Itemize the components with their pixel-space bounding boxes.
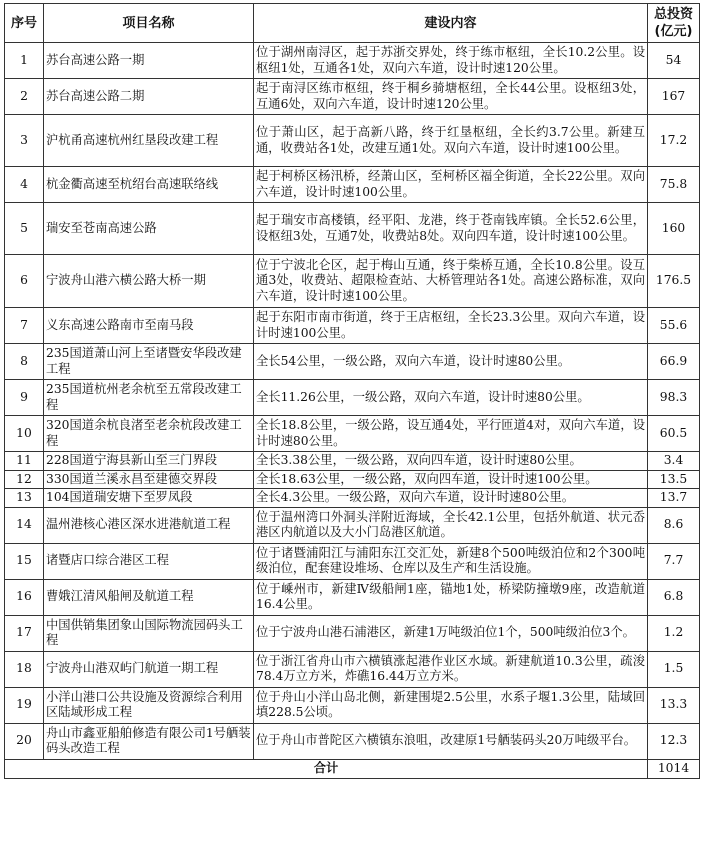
header-name: 项目名称 bbox=[44, 4, 254, 43]
row-name: 瑞安至苍南高速公路 bbox=[44, 203, 254, 255]
row-investment: 1.5 bbox=[648, 651, 700, 687]
row-content: 全长54公里，一级公路，双向六车道，设计时速80公里。 bbox=[254, 344, 648, 380]
table-row bbox=[5, 579, 700, 615]
row-name: 苏台高速公路二期 bbox=[44, 79, 254, 115]
row-name: 沪杭甬高速杭州红垦段改建工程 bbox=[44, 115, 254, 167]
table-row bbox=[5, 470, 700, 489]
row-seq: 17 bbox=[5, 615, 44, 651]
row-investment: 7.7 bbox=[648, 543, 700, 579]
row-name: 温州港核心港区深水进港航道工程 bbox=[44, 507, 254, 543]
row-seq: 8 bbox=[5, 344, 44, 380]
projects-table bbox=[4, 3, 700, 779]
row-name: 诸暨店口综合港区工程 bbox=[44, 543, 254, 579]
table-row bbox=[5, 203, 700, 255]
table-row bbox=[5, 43, 700, 79]
table-row bbox=[5, 115, 700, 167]
row-name: 235国道杭州老余杭至五常段改建工程 bbox=[44, 380, 254, 416]
table-row bbox=[5, 723, 700, 759]
row-content: 位于萧山区，起于高新八路，终于红垦枢纽，全长约3.7公里。新建互通，收费站各1处，改建互通1处。双向六车道，设计时速100公里。 bbox=[254, 115, 648, 167]
row-name: 杭金衢高速至杭绍台高速联络线 bbox=[44, 167, 254, 203]
row-content: 起于柯桥区杨汛桥，经萧山区，至柯桥区福全街道，全长22公里。双向六车道，设计时速100公里。 bbox=[254, 167, 648, 203]
table-row bbox=[5, 687, 700, 723]
row-name: 330国道兰溪永昌至建德交界段 bbox=[44, 470, 254, 489]
row-content: 位于浙江省舟山市六横镇涨起港作业区水域。新建航道10.3公里，疏浚78.4万立方米，炸礁16.44万立方米。 bbox=[254, 651, 648, 687]
row-seq: 15 bbox=[5, 543, 44, 579]
row-content: 位于舟山小洋山岛北侧，新建围堤2.5公里，水系子堰1.3公里，陆域回填228.5公顷。 bbox=[254, 687, 648, 723]
row-seq: 9 bbox=[5, 380, 44, 416]
row-name: 舟山市鑫亚船舶修造有限公司1号舾装码头改造工程 bbox=[44, 723, 254, 759]
row-seq: 18 bbox=[5, 651, 44, 687]
table-row bbox=[5, 507, 700, 543]
table-row bbox=[5, 651, 700, 687]
row-content: 全长18.8公里，一级公路，设互通4处，平行匝道4对，双向六车道，设计时速80公里。 bbox=[254, 416, 648, 452]
table-row bbox=[5, 452, 700, 471]
row-content: 位于舟山市普陀区六横镇东浪咀，改建原1号舾装码头20万吨级平台。 bbox=[254, 723, 648, 759]
row-content: 起于南浔区练市枢纽，终于桐乡骑塘枢纽，全长44公里。设枢纽3处，互通6处，双向六车道，设计时速120公里。 bbox=[254, 79, 648, 115]
row-content: 起于东阳市南市街道，终于王店枢纽，全长23.3公里。双向六车道，设计时速100公里。 bbox=[254, 308, 648, 344]
row-seq: 3 bbox=[5, 115, 44, 167]
table-row bbox=[5, 344, 700, 380]
row-investment: 13.5 bbox=[648, 470, 700, 489]
row-name: 宁波舟山港六横公路大桥一期 bbox=[44, 255, 254, 308]
row-name: 104国道瑞安塘下至罗凤段 bbox=[44, 489, 254, 508]
row-investment: 167 bbox=[648, 79, 700, 115]
row-name: 235国道萧山河上至诸暨安华段改建工程 bbox=[44, 344, 254, 380]
row-content: 位于宁波舟山港石浦港区，新建1万吨级泊位1个，500吨级泊位3个。 bbox=[254, 615, 648, 651]
total-investment: 1014 bbox=[648, 759, 700, 778]
row-content: 起于瑞安市高楼镇，经平阳、龙港，终于苍南钱库镇。全长52.6公里，设枢纽3处，互通7处，收费站8处。双向四车道，设计时速100公里。 bbox=[254, 203, 648, 255]
row-content: 全长4.3公里。一级公路，双向六车道，设计时速80公里。 bbox=[254, 489, 648, 508]
row-seq: 20 bbox=[5, 723, 44, 759]
row-seq: 12 bbox=[5, 470, 44, 489]
row-name: 中国供销集团象山国际物流园码头工程 bbox=[44, 615, 254, 651]
row-investment: 8.6 bbox=[648, 507, 700, 543]
row-name: 宁波舟山港双屿门航道一期工程 bbox=[44, 651, 254, 687]
row-investment: 17.2 bbox=[648, 115, 700, 167]
row-content: 位于宁波北仑区，起于梅山互通，终于柴桥互通，全长10.8公里。设互通3处，收费站、超限检查站、大桥管理站各1处。高速公路标准，双向六车道，设计时速100公里。 bbox=[254, 255, 648, 308]
row-investment: 6.8 bbox=[648, 579, 700, 615]
row-seq: 1 bbox=[5, 43, 44, 79]
row-seq: 10 bbox=[5, 416, 44, 452]
row-name: 228国道宁海县新山至三门界段 bbox=[44, 452, 254, 471]
total-row bbox=[5, 759, 700, 778]
row-content: 位于嵊州市，新建Ⅳ级船闸1座，锚地1处，桥梁防撞墩9座，改造航道16.4公里。 bbox=[254, 579, 648, 615]
table-row bbox=[5, 308, 700, 344]
row-content: 位于温州湾口外洞头洋附近海域，全长42.1公里，包括外航道、状元岙港区内航道以及大小门岛港区航道。 bbox=[254, 507, 648, 543]
row-content: 全长18.63公里，一级公路，双向四车道，设计时速100公里。 bbox=[254, 470, 648, 489]
row-investment: 13.3 bbox=[648, 687, 700, 723]
row-seq: 5 bbox=[5, 203, 44, 255]
table-body bbox=[5, 43, 700, 760]
row-investment: 1.2 bbox=[648, 615, 700, 651]
row-investment: 60.5 bbox=[648, 416, 700, 452]
row-content: 全长3.38公里，一级公路，双向四车道，设计时速80公里。 bbox=[254, 452, 648, 471]
row-content: 位于湖州南浔区，起于苏浙交界处，终于练市枢纽，全长10.2公里。设枢纽1处，互通各1处，双向六车道，设计时速120公里。 bbox=[254, 43, 648, 79]
row-seq: 19 bbox=[5, 687, 44, 723]
row-name: 320国道余杭良渚至老余杭段改建工程 bbox=[44, 416, 254, 452]
row-investment: 66.9 bbox=[648, 344, 700, 380]
table-row bbox=[5, 489, 700, 508]
table-row bbox=[5, 543, 700, 579]
table-row bbox=[5, 79, 700, 115]
header-content: 建设内容 bbox=[254, 4, 648, 43]
table-header-row bbox=[5, 4, 700, 43]
row-seq: 14 bbox=[5, 507, 44, 543]
row-name: 义东高速公路南市至南马段 bbox=[44, 308, 254, 344]
row-seq: 4 bbox=[5, 167, 44, 203]
row-seq: 11 bbox=[5, 452, 44, 471]
row-seq: 16 bbox=[5, 579, 44, 615]
header-investment bbox=[648, 4, 700, 43]
row-investment: 12.3 bbox=[648, 723, 700, 759]
total-label: 合计 bbox=[5, 759, 648, 778]
row-investment: 75.8 bbox=[648, 167, 700, 203]
header-seq: 序号 bbox=[5, 4, 44, 43]
row-name: 小洋山港口公共设施及资源综合利用区陆域形成工程 bbox=[44, 687, 254, 723]
row-name: 苏台高速公路一期 bbox=[44, 43, 254, 79]
row-investment: 13.7 bbox=[648, 489, 700, 508]
row-name: 曹娥江清风船闸及航道工程 bbox=[44, 579, 254, 615]
table-row bbox=[5, 167, 700, 203]
row-seq: 6 bbox=[5, 255, 44, 308]
row-seq: 2 bbox=[5, 79, 44, 115]
row-investment: 54 bbox=[648, 43, 700, 79]
row-content: 全长11.26公里，一级公路，双向六车道，设计时速80公里。 bbox=[254, 380, 648, 416]
row-seq: 13 bbox=[5, 489, 44, 508]
table-row bbox=[5, 255, 700, 308]
row-investment: 160 bbox=[648, 203, 700, 255]
row-investment: 55.6 bbox=[648, 308, 700, 344]
row-investment: 3.4 bbox=[648, 452, 700, 471]
table-row bbox=[5, 380, 700, 416]
header-investment-label: 总投资 (亿元) bbox=[653, 7, 693, 39]
table-row bbox=[5, 416, 700, 452]
row-content: 位于诸暨浦阳江与浦阳东江交汇处，新建8个500吨级泊位和2个300吨级泊位，配套建设堆场、仓库以及生产和生活设施。 bbox=[254, 543, 648, 579]
row-seq: 7 bbox=[5, 308, 44, 344]
row-investment: 176.5 bbox=[648, 255, 700, 308]
table-row bbox=[5, 615, 700, 651]
row-investment: 98.3 bbox=[648, 380, 700, 416]
